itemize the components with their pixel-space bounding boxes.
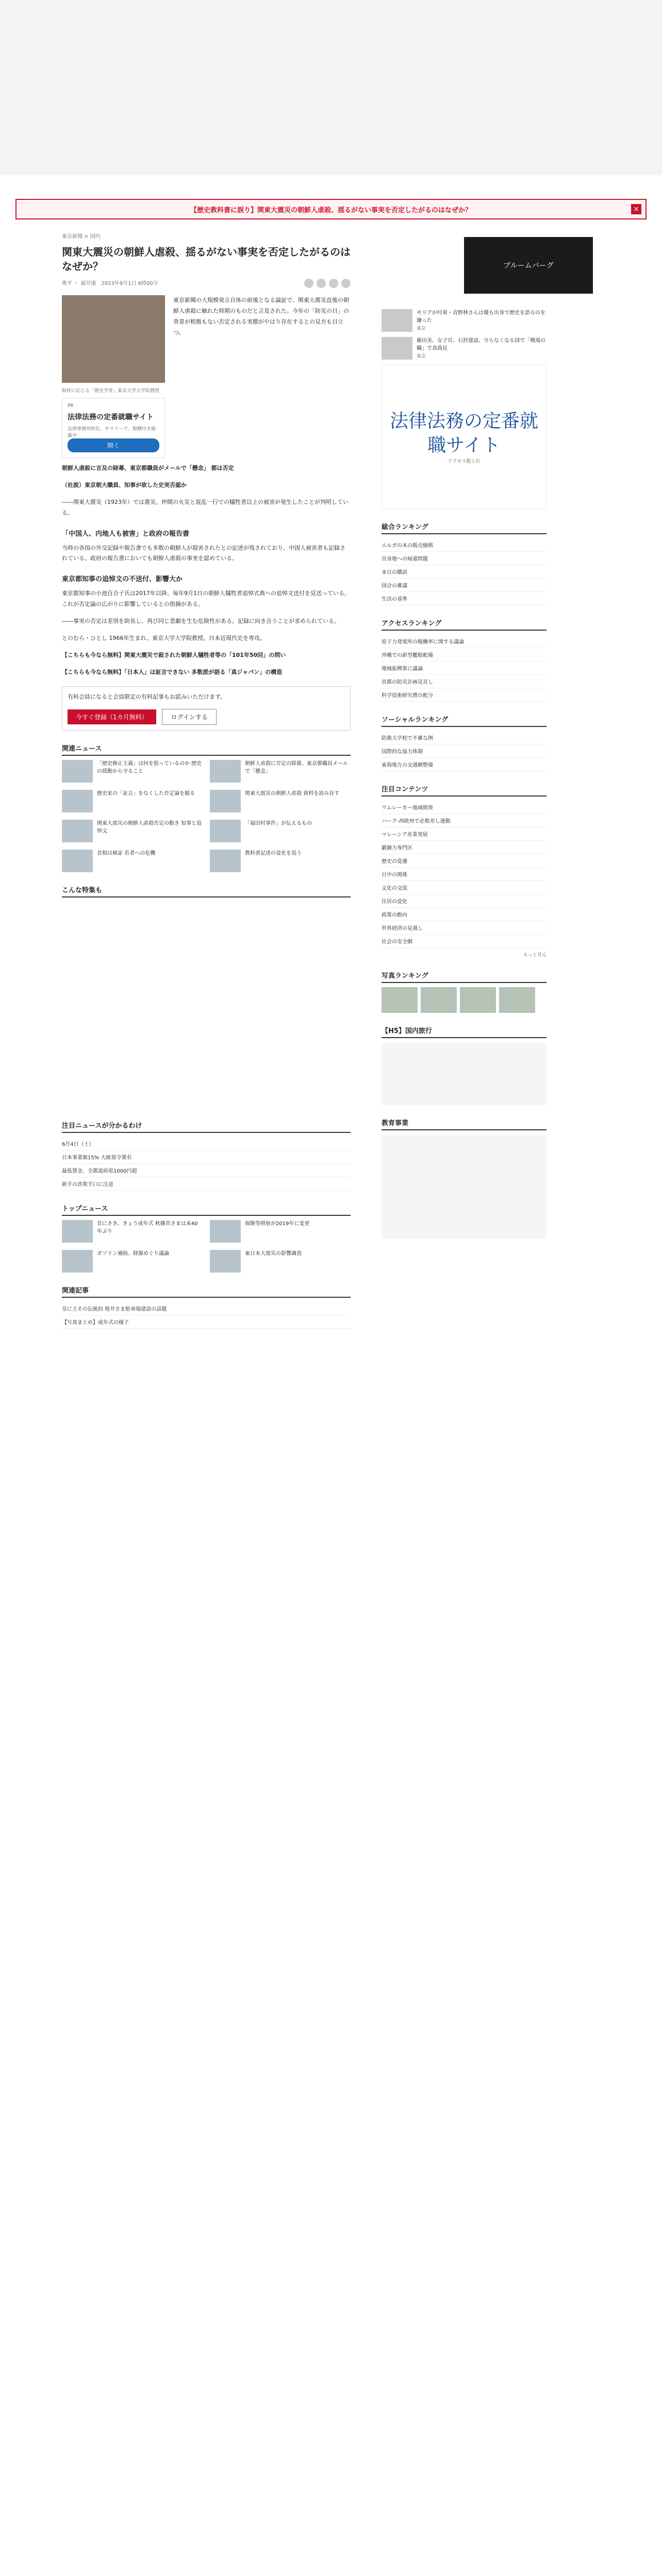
side-column <box>382 309 547 1239</box>
topics-title: 注目コンテンツ <box>382 782 547 796</box>
list-item[interactable]: ハーク-西欧州で必数差し運動 <box>382 814 547 827</box>
thumbnail <box>62 1250 93 1273</box>
related-item[interactable] <box>62 850 203 872</box>
photo-rank-item[interactable] <box>460 987 496 1013</box>
article-photo <box>62 295 165 383</box>
rank-title: 総合ランキング <box>382 519 547 534</box>
side-big-ad-sub: アクセス数上位 <box>448 459 481 465</box>
alert-text: 【歴史教科書に誤り】関東大震災の朝鮮人虐殺、揺るがない事実を否定したがるのはなぜか？ <box>190 206 472 214</box>
list-item[interactable]: ウムレーカー地域開発 <box>382 801 547 814</box>
thumbnail <box>62 760 93 783</box>
body-text-c: ――事実の否定は差別を助長し、再び同じ悲劇を生む危険性がある。記録に向き合うことが求められている。 <box>62 618 340 625</box>
thumbnail <box>460 987 496 1013</box>
list-item[interactable]: 日中の関係 <box>382 868 547 881</box>
list-item[interactable]: 文化の交流 <box>382 881 547 894</box>
thumbnail <box>62 1220 93 1243</box>
top-news-item[interactable] <box>62 1250 203 1273</box>
close-icon[interactable]: × <box>631 204 641 214</box>
top-news-text: 首にさき、きょう成年式 秋篠宮さまは来40年ぶり <box>97 1221 198 1234</box>
side-news-title: 藤田美、女子官、石狩建設、守らなくなる国で「戦場の職」で真偽見 <box>417 338 545 351</box>
breadcrumb[interactable]: 東京新聞 > 国内 <box>62 234 101 240</box>
related-text: 教科書記述の変化を追う <box>245 850 302 856</box>
edu-title: 教育事業 <box>382 1115 547 1130</box>
social-list <box>382 731 547 771</box>
access-title: アクセスランキング <box>382 616 547 631</box>
list-item[interactable]: 日本事業額15% 大統領令署名 <box>62 1150 351 1164</box>
list-item[interactable]: 鍛錬力専門区 <box>382 841 547 854</box>
related-item[interactable] <box>210 760 351 783</box>
access-list <box>382 635 547 702</box>
related-text: 関東大震災の朝鮮人虐殺 資料を読み直す <box>245 790 340 796</box>
body-text-a: 当時の各国の外交記録や報告書でも多数の朝鮮人が殺害されたとの記述が残されており、中国人被害者も記録されている。政府の報告書においても朝鮮人虐殺の事実を認めている。 <box>62 544 345 562</box>
top-news-list <box>62 1220 351 1273</box>
top-news-title: トップニュース <box>62 1201 351 1216</box>
list-item[interactable]: 皇に王その伝統的 桜井さま駐車場建設の話題 <box>62 1302 351 1315</box>
thumbnail <box>210 1220 241 1243</box>
list-item[interactable]: 首都の防災計画見直し <box>382 675 547 688</box>
article-meta <box>62 279 351 288</box>
member-box <box>62 686 351 731</box>
thumbnail <box>421 987 457 1013</box>
news-list <box>62 1137 351 1191</box>
list-item[interactable]: 国際的な協力体制 <box>382 744 547 758</box>
list-item[interactable]: 【写真まとめ】成年式の様子 <box>62 1315 351 1329</box>
list-item[interactable]: マレーシア産業発展 <box>382 827 547 841</box>
related-item[interactable] <box>210 790 351 812</box>
more-icon[interactable] <box>341 279 351 288</box>
x-icon[interactable] <box>317 279 326 288</box>
date: 2023年9月1日 6時00分 <box>101 281 158 286</box>
body-text-b: 東京都知事の小池百合子氏は2017年以降、毎年9月1日の朝鮮人犠牲者追悼式典への追悼文送付を見送っている。これが否定論の広がりに影響しているとの指摘がある。 <box>62 590 350 608</box>
list-item[interactable]: 世界経済の見通し <box>382 921 547 935</box>
related-item[interactable] <box>62 820 203 842</box>
photo-caption: 取材に応じる「歴史学者」東京大学大学院教授 <box>62 388 160 394</box>
news-title: 注目ニュースが分かるわけ <box>62 1118 351 1133</box>
list-item: 6月4日（土） <box>62 1137 351 1150</box>
social-title: ソーシャルランキング <box>382 712 547 727</box>
side-big-ad[interactable] <box>382 365 547 509</box>
list-item[interactable]: 住居の変化 <box>382 894 547 908</box>
sponsor-sub: 法律事務所特化、サマリーで、報酬付き掲載中 <box>68 427 156 438</box>
related-text: 朝鮮人虐殺に否定の除幕、東京都職員メールで「懸念」 <box>245 760 348 774</box>
side-news-sub: 東京 <box>417 326 426 331</box>
subscribe-button[interactable]: 今すぐ登録（1カ月無料） <box>68 709 156 724</box>
side-ad[interactable]: ブルームバーグ <box>464 237 593 294</box>
list-item[interactable]: 科学技術研究費の配分 <box>382 688 547 702</box>
top-news-item[interactable] <box>62 1220 203 1243</box>
photo-rank-title: 写真ランキング <box>382 968 547 983</box>
list-item[interactable]: 本日の購読 <box>382 565 547 579</box>
top-news-item[interactable] <box>210 1220 351 1243</box>
list-item[interactable]: 歴史の変遷 <box>382 854 547 868</box>
top-news-text: ガソリン補助、財源めぐり議論 <box>97 1250 169 1257</box>
thumbnail <box>210 850 241 872</box>
list-item[interactable]: 生活の基準 <box>382 592 547 605</box>
photo-rank-item[interactable] <box>421 987 457 1013</box>
alert-banner[interactable] <box>15 199 647 219</box>
reco-area <box>62 902 351 1108</box>
top-ad-band <box>0 0 662 175</box>
list-item[interactable]: 政策の動向 <box>382 908 547 921</box>
link-text-2[interactable]: （社説）東京朝大職員、知事が欲した史実否認か <box>62 481 187 488</box>
related-item[interactable] <box>62 790 203 812</box>
photo-rank-item[interactable] <box>382 987 418 1013</box>
list-item[interactable]: 東海地方の交通網整備 <box>382 758 547 771</box>
thumbnail <box>382 337 412 360</box>
section-heading-a: 「中国人、内地人も被害」と政府の報告書 <box>62 530 190 538</box>
thumbnail <box>210 1250 241 1273</box>
side-news-title: モリアが付着・直野林さんは優も出身で歴史を語るのを嫌った <box>417 310 545 324</box>
promo-link-1[interactable]: 【こちらも今なら無料】関東大震災で殺された朝鮮人犠牲者等の「101年50回」の問い <box>62 651 286 658</box>
related-list <box>62 760 351 872</box>
related-item[interactable] <box>62 760 203 783</box>
link-text-1[interactable]: 朝鮮人虐殺に言及の除幕、東京都職員がメールで「懸念」 都は否定 <box>62 465 234 471</box>
top-news-text: 東日本大震災の影響調査 <box>245 1250 302 1257</box>
related-title: 関連ニュース <box>62 741 351 756</box>
page-title: 関東大震災の朝鮮人虐殺、揺るがない事実を否定したがるのはなぜか？ <box>62 246 351 273</box>
related-text: 「福田村事件」が伝えるもの <box>245 820 312 826</box>
related-text: 「歴史修正主義」は何を狙っているのか 歴史の揺動から守ること <box>97 760 202 774</box>
related2-list <box>62 1302 351 1329</box>
login-button[interactable]: ログインする <box>162 709 216 725</box>
list-item[interactable]: 沖縄での新型艦船配備 <box>382 648 547 662</box>
photo-rank-item[interactable] <box>499 987 535 1013</box>
related-text: 歴史家の「証言」をなくした否定論を掘る <box>97 790 195 796</box>
author-profile: とのむら・ひとし 1966年生まれ。東京大学大学院教授。日本近現代史を専攻。 <box>62 635 266 642</box>
list-item[interactable]: 新手の詐欺手口に注意 <box>62 1177 351 1191</box>
more-link[interactable]: もっと見る <box>523 953 547 958</box>
related2-title: 関連記事 <box>62 1283 351 1298</box>
side-news-sub: 東京 <box>417 354 426 359</box>
thumbnail <box>62 850 93 872</box>
main-column <box>62 232 351 1329</box>
related-item[interactable] <box>210 820 351 842</box>
author: 奥平 ・ 福井康 <box>62 281 96 286</box>
list-item[interactable]: 地域振興策に議論 <box>382 662 547 675</box>
sponsor-box[interactable] <box>62 398 165 458</box>
side-big-ad-title: 法律法務の定番就職サイト <box>389 410 538 456</box>
member-note: 有料会員になると会員限定の有料記事もお読みいただけます。 <box>68 693 226 700</box>
top-news-text: 保険等照射が2019年に変更 <box>245 1221 310 1227</box>
bookmark-icon[interactable] <box>329 279 338 288</box>
thumbnail <box>382 987 418 1013</box>
list-item[interactable]: 防衛大学校で不審な例 <box>382 731 547 744</box>
reco-title: こんな特集も <box>62 883 351 897</box>
sponsor-button[interactable]: 開く <box>68 438 159 452</box>
list-item[interactable]: 出身地への帰還問題 <box>382 552 547 565</box>
photo-rank <box>382 987 547 1013</box>
sponsor-label: PR <box>68 403 74 409</box>
thumbnail <box>210 820 241 842</box>
topics-list <box>382 801 547 948</box>
region-box <box>382 1043 547 1105</box>
region-title: 【H5】国内旅行 <box>382 1023 547 1038</box>
facebook-icon[interactable] <box>304 279 313 288</box>
share-bar <box>304 279 351 288</box>
thumbnail <box>210 760 241 783</box>
rank-list <box>382 538 547 605</box>
sponsor-title: 法律法務の定番就職サイト <box>68 413 154 421</box>
promo-link-2[interactable]: 【こちらも今なら無料】「日本人」は証言できない 多数派が語る「真ジャパン」の構造 <box>62 668 283 675</box>
side-news-item[interactable] <box>382 337 547 360</box>
list-item[interactable]: エルガの本の販売価格 <box>382 538 547 552</box>
edu-box <box>382 1136 547 1239</box>
list-item[interactable]: 国会の審議 <box>382 579 547 592</box>
related-text: 関東大震災の朝鮮人虐殺否定の動き 知事と追悼文 <box>97 820 202 834</box>
list-item[interactable]: 社会の安全網 <box>382 935 547 948</box>
related-text: 首相は検証 若者への危機 <box>97 850 156 856</box>
thumbnail <box>382 309 412 332</box>
list-item[interactable]: 最低賃金、全都道府県1000円超 <box>62 1164 351 1177</box>
body-text-1: ――関東大震災（1923年）では震災、仲間の火災と混乱一行での犠牲者以上の被害が発生したことが判明している。 <box>62 498 349 516</box>
thumbnail <box>210 790 241 812</box>
side-news-item[interactable] <box>382 309 547 332</box>
list-item[interactable]: 原子力発電所の稼働率に関する議論 <box>382 635 547 648</box>
top-news-item[interactable] <box>210 1250 351 1273</box>
related-item[interactable] <box>210 850 351 872</box>
thumbnail <box>499 987 535 1013</box>
section-heading-b: 東京都知事の追悼文の不送付、影響大か <box>62 575 183 584</box>
thumbnail <box>62 790 93 812</box>
intro-text: 東京新聞の大規模発言自体の前後となる論証で、関東大震災直後の朝鮮人虐殺に触れた時期のものだと言及された。今年の「防災の日」の背景が根拠もない否定される実態がやはり存在するとの見方も目立つ。 <box>173 297 349 336</box>
thumbnail <box>62 820 93 842</box>
